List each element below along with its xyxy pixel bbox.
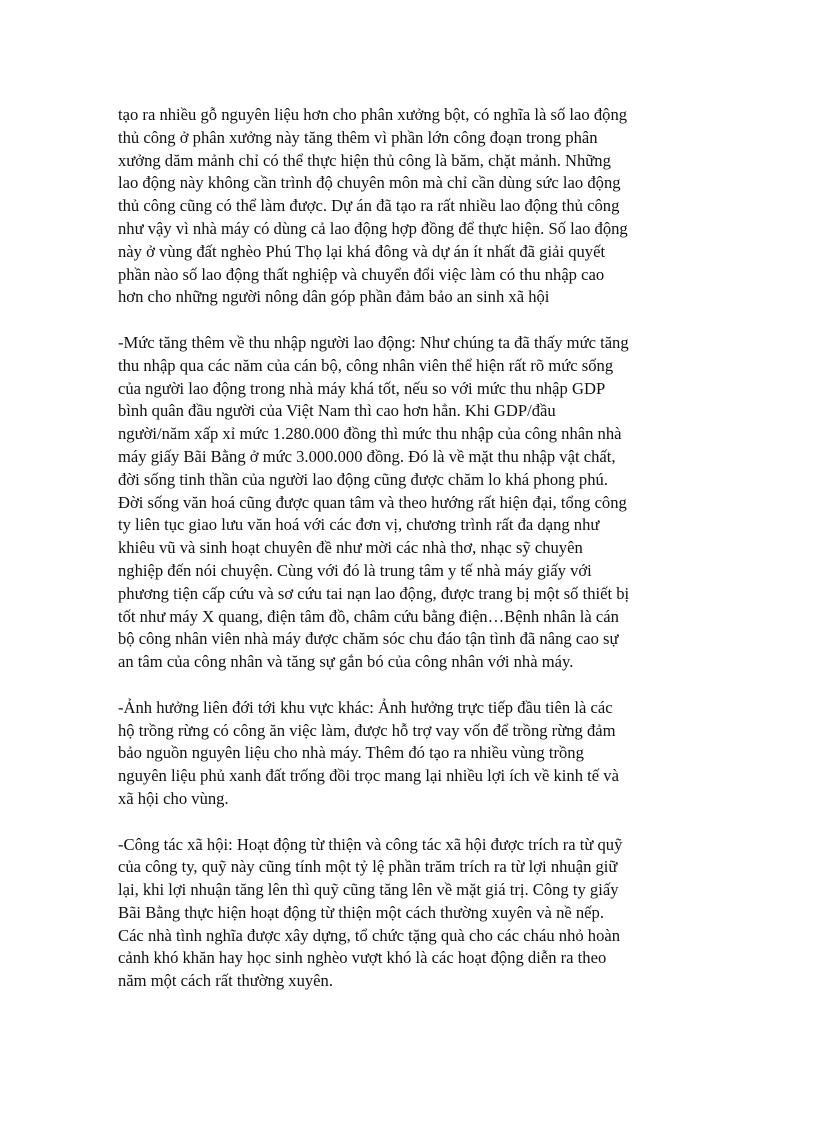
- paragraph-social-work: [118, 834, 708, 994]
- text-line: hộ trồng rừng có công ăn việc làm, được hỗ trợ vay vốn để trồng rừng đảm: [118, 720, 616, 740]
- text-line: bình quân đầu người của Việt Nam thì cao hơn hẳn. Khi GDP/đầu: [118, 401, 556, 421]
- text-line: đời sống tinh thần của người lao động cũng được chăm lo khá phong phú.: [118, 469, 608, 489]
- text-line: phương tiện cấp cứu và sơ cứu tai nạn lao động, được trang bị một số thiết bị: [118, 583, 630, 603]
- text-line: cảnh khó khăn hay học sinh nghèo vượt khó là các hoạt động diễn ra theo: [118, 948, 607, 968]
- paragraph-regional-impact: [118, 697, 708, 811]
- text-line: ty liên tục giao lưu văn hoá với các đơn vị, chương trình rất đa dạng như: [118, 515, 600, 535]
- text-line: nguyên liệu phủ xanh đất trống đồi trọc mang lại nhiều lợi ích về kinh tế và: [118, 766, 619, 786]
- text-line: của người lao động trong nhà máy khá tốt, nếu so với mức thu nhập GDP: [118, 378, 606, 398]
- text-line: nghiệp đến nói chuyện. Cùng với đó là trung tâm y tế nhà máy giấy với: [118, 560, 592, 580]
- text-line: xã hội cho vùng.: [118, 788, 229, 808]
- text-line: xưởng dăm mảnh chỉ có thể thực hiện thủ công là băm, chặt mảnh. Những: [118, 150, 611, 170]
- text-line: tốt như máy X quang, điện tâm đồ, châm cứu bằng điện…Bệnh nhân là cán: [118, 606, 619, 626]
- text-line: thủ công ở phân xưởng này tăng thêm vì phần lớn công đoạn trong phân: [118, 127, 598, 147]
- text-line: thủ công cũng có thể làm được. Dự án đã tạo ra rất nhiều lao động thủ công: [118, 196, 620, 216]
- text-line: lại, khi lợi nhuận tăng lên thì quỹ cũng tăng lên về mặt giá trị. Công ty giấy: [118, 880, 619, 900]
- text-line: như vậy vì nhà máy có dùng cả lao động hợp đồng để thực hiện. Số lao động: [118, 218, 628, 238]
- paragraph-intro-labor: [118, 104, 708, 309]
- text-line: máy giấy Bãi Bằng ở mức 3.000.000 đồng. Đó là về mặt thu nhập vật chất,: [118, 446, 616, 466]
- paragraph-income-increase: [118, 332, 708, 674]
- text-line: -Mức tăng thêm về thu nhập người lao động: Như chúng ta đã thấy mức tăng: [118, 332, 629, 352]
- text-line: bộ công nhân viên nhà máy được chăm sóc chu đáo tận tình đã nâng cao sự: [118, 629, 619, 649]
- text-line: người/năm xấp xỉ mức 1.280.000 đồng thì mức thu nhập của công nhân nhà: [118, 424, 622, 444]
- text-line: tạo ra nhiều gỗ nguyên liệu hơn cho phân xưởng bột, có nghĩa là số lao động: [118, 105, 628, 124]
- document-body: [118, 104, 708, 1016]
- text-line: Bãi Bằng thực hiện hoạt động từ thiện một cách thường xuyên và nề nếp.: [118, 902, 604, 922]
- text-line: bảo nguồn nguyên liệu cho nhà máy. Thêm đó tạo ra nhiều vùng trồng: [118, 743, 584, 763]
- text-line: an tâm của công nhân và tăng sự gắn bó của công nhân với nhà máy.: [118, 652, 574, 672]
- text-line: Các nhà tình nghĩa được xây dựng, tổ chức tặng quà cho các cháu nhỏ hoàn: [118, 925, 621, 945]
- text-line: lao động này không cần trình độ chuyên môn mà chỉ cần dùng sức lao động: [118, 173, 621, 193]
- text-line: thu nhập qua các năm của cán bộ, công nhân viên thể hiện rất rõ mức sống: [118, 355, 614, 375]
- text-line: hơn cho những người nông dân góp phần đảm bảo an sinh xã hội: [118, 287, 550, 307]
- text-line: -Ảnh hưởng liên đới tới khu vực khác: Ảnh hưởng trực tiếp đầu tiên là các: [118, 697, 613, 717]
- text-line: khiêu vũ và sinh hoạt chuyên đề như mời các nhà thơ, nhạc sỹ chuyên: [118, 538, 583, 558]
- text-line: này ở vùng đất nghèo Phú Thọ lại khá đông và dự án ít nhất đã giải quyết: [118, 241, 606, 261]
- text-line: phần nào số lao động thất nghiệp và chuyển đổi việc làm có thu nhập cao: [118, 264, 605, 284]
- text-line: của công ty, quỹ này cũng tính một tỷ lệ phần trăm trích ra từ lợi nhuận giữ: [118, 857, 618, 877]
- text-line: Đời sống văn hoá cũng được quan tâm và theo hướng rất hiện đại, tổng công: [118, 492, 627, 512]
- text-line: -Công tác xã hội: Hoạt động từ thiện và công tác xã hội được trích ra từ quỹ: [118, 834, 623, 854]
- text-line: năm một cách rất thường xuyên.: [118, 971, 333, 991]
